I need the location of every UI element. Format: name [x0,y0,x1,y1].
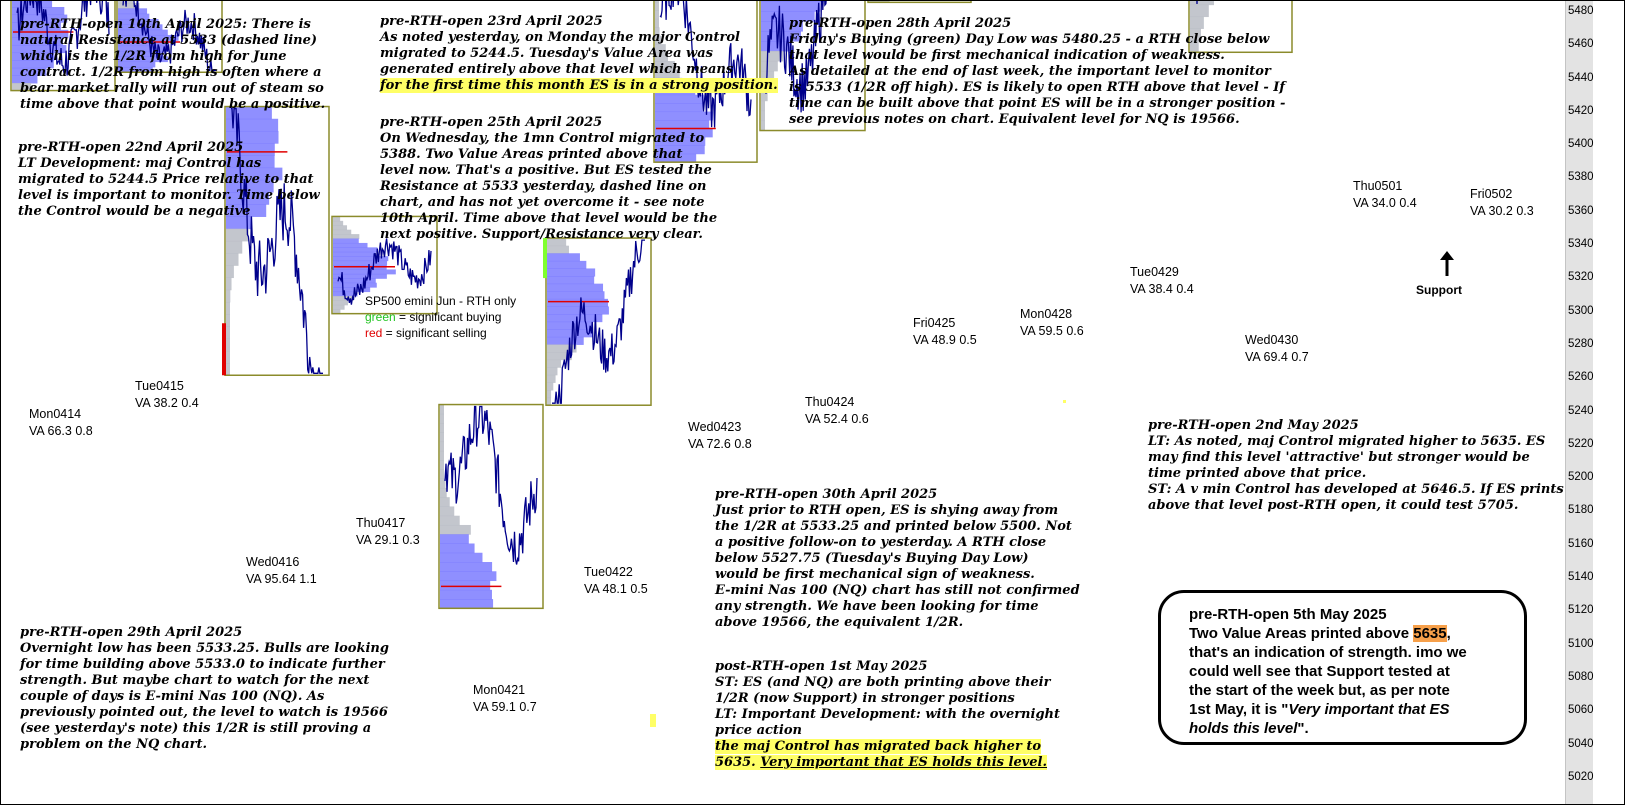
day-va: VA 52.4 0.6 [805,412,869,426]
profile-bar [333,265,387,270]
note-may1 [715,659,1060,771]
price-axis [1566,1,1593,805]
profile-bar [333,300,348,305]
profile-bar [440,543,475,553]
note-may1-highlight-3: Very important that ES holds this level. [760,755,1048,770]
callout-line-4: could well see that Support tested at [1189,663,1450,680]
tick-label: 5260 [1568,371,1594,384]
tick-label: 5460 [1568,38,1594,51]
tick-label: 5380 [1568,171,1594,184]
tick-label: 5060 [1568,704,1594,717]
profile-bar [333,239,359,244]
profile-bar [761,1,820,11]
note-apr28: pre-RTH-open 28th April 2025 Friday's Buying (green) Day Low was 5480.25 - a RTH close below that level would be first mechanical indication of weakness. As detailed at the end of last week, the important level to monitor is 5533 (1/2R off high). ES is likely to open RTH above that level - If time can be built above that point ES will be in a stronger position - see previous notes on chart. Equivalent level for NQ is 19566. [789,16,1286,127]
profile-bar [547,390,551,398]
callout-line-6 [1189,700,1504,719]
callout-line-2a: Two Value Areas printed above [1189,625,1414,642]
callout-line-7 [1189,719,1504,738]
day-name: Wed0430 [1245,333,1299,347]
callout-may5 [1158,590,1527,745]
profile-bar [547,253,580,261]
profile-bar [547,306,609,314]
callout-line-7b: ". [1297,720,1309,737]
tick-label: 5020 [1568,770,1594,783]
profile-bar [333,221,343,226]
day-label [473,682,537,716]
note-apr23-highlight: for the first time this month ES is in a strong position. [380,78,778,93]
tick-label: 5320 [1568,271,1594,284]
day-label [1130,264,1194,298]
legend-buying-word: green [365,310,396,324]
day-label [805,394,869,428]
profile-bar [547,299,608,307]
profile-bar [440,525,471,535]
profile-bar [440,405,444,415]
tick-label: 5100 [1568,637,1594,650]
profile-bar [547,268,595,276]
day-label [246,554,317,588]
yellow-mark [650,714,656,727]
day-va: VA 66.3 0.8 [29,424,93,438]
day-label [1020,306,1084,340]
profile-bar [226,265,234,278]
profile-bar [547,314,602,322]
day-label [913,315,977,349]
day-label [29,406,93,440]
profile-bar [226,229,249,242]
profile-bar [547,291,604,299]
day-label [1353,178,1417,212]
profile-bar [547,329,592,337]
day-label [688,419,752,453]
profile-bar [226,314,230,327]
day-va: VA 38.4 0.4 [1130,282,1194,296]
profile-bar [440,599,493,609]
profile-bar [440,451,444,461]
profile-bar [547,337,584,345]
tick-label: 5080 [1568,670,1594,683]
tick-label: 5040 [1568,737,1594,750]
tick-label: 5280 [1568,337,1594,350]
callout-line-6b: Very important that ES [1288,701,1450,718]
tick-label: 5140 [1568,571,1594,584]
profile-bar [655,95,704,104]
day-label [584,564,648,598]
callout-line-6a: 1st May, it is " [1189,701,1289,718]
profile-bar [440,562,492,572]
profile-bar [547,360,561,368]
profile-bar [333,243,368,248]
profile-bar [226,278,232,291]
profile-bar [761,121,765,131]
profile-bar [547,246,569,254]
profile-bar [226,290,230,303]
profile-bar [547,375,556,383]
note-may2: pre-RTH-open 2nd May 2025 LT: As noted, maj Control migrated higher to 5635. ES may find this level 'attractive' but stronger would be time printed above that price. ST: A v min Control has developed at 5646.5. If ES prints above that level post-RTH open, it could test 5705. [1148,418,1564,513]
profile-bar [1190,1,1214,5]
day-va: VA 95.64 1.1 [246,572,317,586]
tick-label: 5420 [1568,104,1594,117]
profile-bar [547,284,603,292]
yellow-dot [1063,400,1066,403]
profile-bar [333,234,359,239]
tick-label: 5180 [1568,504,1594,517]
note-apr23-text: pre-RTH-open 23rd April 2025 As noted yesterday, on Monday the major Control migrated to 5244.5. Tuesday's Value Area was generated entirely above that level which means [380,14,740,77]
legend-item-buying [365,309,516,325]
day-va: VA 38.2 0.4 [135,396,199,410]
tick-label: 5480 [1568,4,1594,17]
day-va: VA 30.2 0.3 [1470,204,1534,218]
tick-label: 5160 [1568,537,1594,550]
profile-bar [333,252,376,257]
profile-bar [226,326,230,339]
profile-bar [440,506,454,516]
day-name: Thu0417 [356,516,406,530]
day-va: VA 34.0 0.4 [1353,196,1417,210]
note-apr29: pre-RTH-open 29th April 2025 Overnight low has been 5533.25. Bulls are looking for time building above 5533.0 to indicate further strength. But maybe chart to watch for the next couple of days is E-mini Nas 100 (NQ). As previously pointed out, the level to watch is 19566 (see yesterday's note) this 1/2R is still proving a problem on the NQ chart. [20,625,389,752]
profile-bar [440,414,444,424]
tick-label: 5240 [1568,404,1594,417]
callout-level: 5635 [1413,625,1447,642]
day-label [1245,332,1309,366]
profile-bar [226,339,230,352]
day-va: VA 72.6 0.8 [688,437,752,451]
day-va: VA 29.1 0.3 [356,533,420,547]
profile-bar [761,101,765,111]
profile-bar [226,351,230,364]
day-name: Tue0422 [584,565,633,579]
callout-line-7a: holds this level [1189,720,1298,737]
note-may1-highlight-1: the maj Control has migrated back higher to [715,739,1042,754]
callout-line-2 [1189,624,1504,643]
tick-label: 5220 [1568,437,1594,450]
profile-bar [440,469,444,479]
chart-legend [365,293,516,341]
callout-line-2c: , [1446,625,1451,642]
profile-bar [333,247,377,252]
profile-bar [440,516,460,526]
chart-title: SP500 emini Jun - RTH only [365,294,517,308]
day-name: Mon0428 [1020,307,1073,321]
day-name: Tue0415 [135,379,184,393]
profile-bar [333,225,347,230]
day-name: Wed0423 [688,420,742,434]
profile-bar [440,423,444,433]
profile-bar [547,276,594,284]
profile-bar [440,497,450,507]
profile-bar [226,253,239,266]
profile-bar [226,241,242,254]
legend-buying-text: = significant buying [395,310,502,324]
profile-bar [761,111,765,121]
callout-line-1: pre-RTH-open 5th May 2025 [1189,606,1387,623]
day-va: VA 59.1 0.7 [473,700,537,714]
profile-bar [333,305,345,310]
tick-label: 5200 [1568,471,1594,484]
day-name: Fri0502 [1470,187,1513,201]
note-may1-text: post-RTH-open 1st May 2025 ST: ES (and NQ) are both printing above their 1/2R (now Support) in stronger positions LT: Important Development: with the overnight price action [715,659,1060,738]
day-name: Tue0429 [1130,265,1179,279]
profile-bar [547,261,586,269]
tick-label: 5300 [1568,304,1594,317]
note-apr23 [380,14,778,94]
tick-label: 5400 [1568,138,1594,151]
legend-item-selling [365,325,516,341]
profile-bar [440,488,447,498]
profile-bar [440,553,482,563]
note-apr22: pre-RTH-open 22nd April 2025 LT Development: maj Control has migrated to 5244.5 Price relative to that level is important to monitor. Time below the Control would be a negative [18,140,320,219]
day-name: Wed0416 [246,555,300,569]
profile-bar [440,432,444,442]
callout-line-3: that's an indication of strength. imo we [1189,644,1467,661]
tick-label: 5360 [1568,204,1594,217]
profile-bar [655,2,659,11]
callout-line-5: the start of the week but, as per note [1189,682,1450,699]
note-may1-highlight-2: 5635. [715,755,761,770]
day-va: VA 69.4 0.7 [1245,350,1309,364]
day-name: Mon0414 [29,407,82,421]
day-name: Thu0501 [1353,179,1403,193]
note-apr30: pre-RTH-open 30th April 2025 Just prior to RTH open, ES is shying away from the 1/2R at 5533.25 and printed below 5500. Not a positive follow-on to yesterday. A RTH close below 5527.75 (Tuesday's Buying Day Low) would be first mechanical sign of weakness. E-mini Nas 100 (NQ) chart has still not confirmed any strength. We have been looking for time above 19566, the equivalent 1/2R. [715,487,1080,630]
profile-bar [118,8,147,14]
support-label: Support [1416,283,1462,297]
note-apr10: pre-RTH-open 10th April 2025: There is natural Resistance at 5533 (dashed line) which is the 1/2R from high for June contract. 1/2R from high is often where a bear market rally will run out of steam so time above that point would be a positive. [20,17,326,112]
day-label [356,515,420,549]
note-apr25: pre-RTH-open 25th April 2025 On Wednesday, the 1mn Control migrated to 5388. Two Value Areas printed above that level now. That's a positive. But ES tested the Resistance at 5533 yesterday, dashed line on chart, and has not yet overcome it - see note 10th April. Time above that level would be the next positive. Support/Resistance very clear. [380,115,718,242]
profile-bar [226,302,230,315]
day-va: VA 48.9 0.5 [913,333,977,347]
day-va: VA 59.5 0.6 [1020,324,1084,338]
day-va: VA 48.1 0.5 [584,582,648,596]
day-name: Fri0425 [913,316,956,330]
profile-bar [440,581,490,591]
profile-bar [226,363,230,376]
day-name: Thu0424 [805,395,855,409]
day-label [1470,186,1534,220]
tick-label: 5440 [1568,71,1594,84]
profile-bar [547,367,557,375]
tick-label: 5120 [1568,604,1594,617]
profile-bar [333,283,377,288]
profile-bar [440,590,492,600]
profile-bar [333,230,351,235]
legend-selling-word: red [365,326,383,340]
selling-signal-bar [222,323,226,375]
buying-signal-bar [543,238,547,278]
profile-bar [440,442,444,452]
tick-label: 5340 [1568,238,1594,251]
profile-bar [547,382,553,390]
day-label [135,378,199,412]
profile-bar [440,460,444,470]
profile-bar [440,571,496,581]
profile-bar [333,256,388,261]
profile-bar [655,103,703,112]
support-arrow-head [1440,251,1454,260]
legend-selling-text: = significant selling [382,326,487,340]
profile-bar [440,534,469,544]
day-name: Mon0421 [473,683,526,697]
